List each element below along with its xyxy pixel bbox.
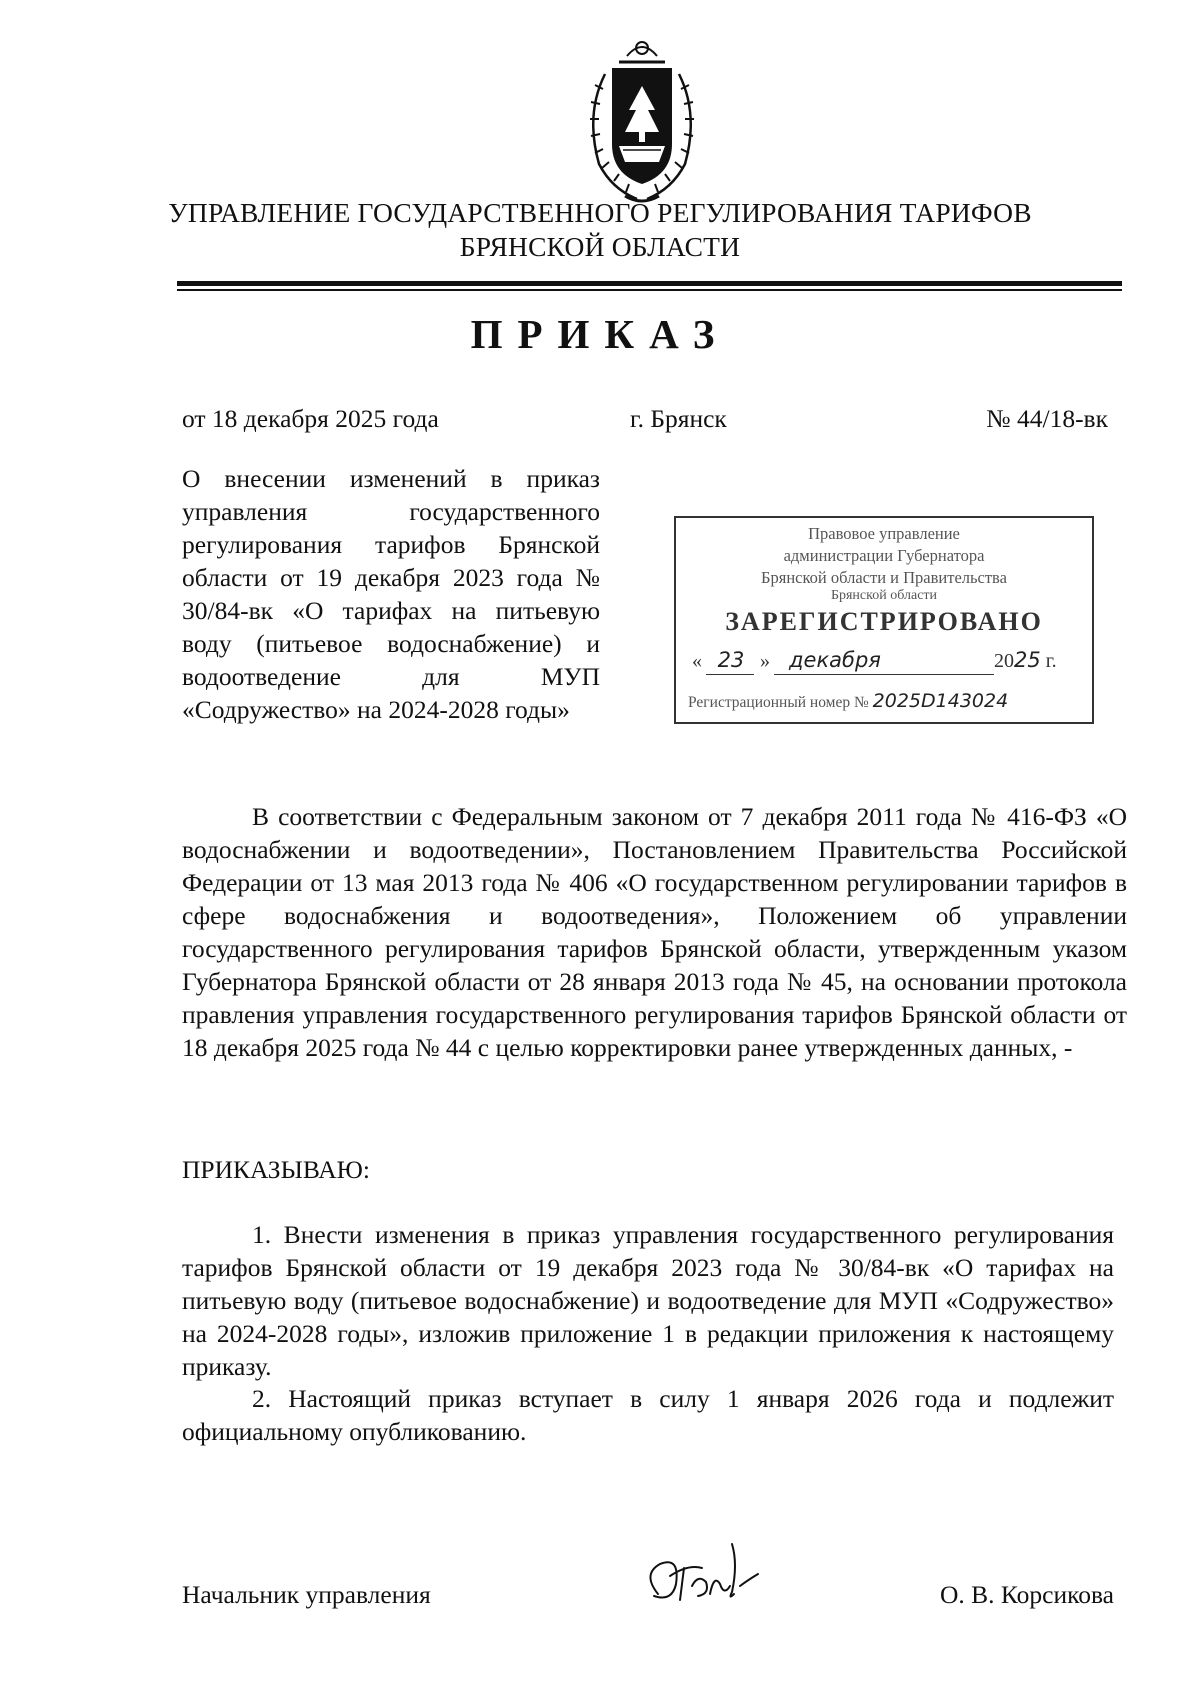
- document-city: г. Брянск: [630, 404, 727, 433]
- stamp-date: « 23 » декабря 2025 г.: [692, 648, 1057, 672]
- order-item-2: 2. Настоящий приказ вступает в силу 1 января 2026 года и подлежит официальному опубликованию.: [182, 1384, 1114, 1446]
- header-divider-thin: [177, 289, 1122, 291]
- stamp-year-unit: г.: [1045, 650, 1057, 672]
- stamp-month-underline: [774, 674, 994, 675]
- preamble-paragraph: В соответствии с Федеральным законом от 7 декабря 2011 года № 416-ФЗ «О водоснабжении и водоотведении», Постановлением Правительства Российской Федерации от 13 мая 2013 года № 406 «О государственном регулировании тарифов в сфере водоснабжения и водоотведения», Положением об управлении государственного регулирования тарифов Брянской области, утвержденным указом Губернатора Брянской области от 28 января 2013 года № 45, на основании протокола правления управления государственного регулирования тарифов Брянской области от 18 декабря 2025 года № 44 с целью корректировки ранее утвержденных данных, -: [182, 802, 1127, 1062]
- header-divider-thick: [177, 281, 1122, 286]
- document-title: ПРИКАЗ: [470, 311, 730, 357]
- stamp-day-underline: [706, 674, 754, 675]
- document-date: от 18 декабря 2025 года: [182, 404, 439, 433]
- document-number: № 44/18-вк: [986, 404, 1108, 433]
- organization-name-line2: БРЯНСКОЙ ОБЛАСТИ: [459, 231, 741, 262]
- signatory-position: Начальник управления: [182, 1580, 431, 1609]
- stamp-year-suffix: 25: [1014, 648, 1041, 672]
- stamp-registered-label: ЗАРЕГИСТРИРОВАНО: [725, 607, 1043, 636]
- signatory-name: О. В. Корсикова: [940, 1580, 1114, 1609]
- stamp-line-1: Правовое управление: [808, 524, 960, 543]
- stamp-month: декабря: [789, 648, 881, 672]
- stamp-line-2: администрации Губернатора: [783, 546, 985, 565]
- document-subject: О внесении изменений в приказ управления государственного регулирования тарифов Брянской области от 19 декабря 2023 года № 30/84-вк «О тарифах на питьевую воду (питьевое водоснабжение) и водоотведение для МУП «Содружество» на 2024-2028 годы»: [182, 464, 600, 724]
- stamp-day: 23: [717, 648, 745, 672]
- stamp-line-3: Брянской области и Правительства: [761, 568, 1007, 587]
- organization-name-line1: УПРАВЛЕНИЕ ГОСУДАРСТВЕННОГО РЕГУЛИРОВАНИЯ ТАРИФОВ: [168, 197, 1032, 228]
- stamp-line-4: Брянской области: [830, 588, 938, 603]
- order-word: ПРИКАЗЫВАЮ:: [182, 1155, 370, 1184]
- stamp-year-prefix: 20: [994, 650, 1014, 672]
- stamp-registration: [688, 690, 1008, 712]
- registration-stamp: [674, 516, 1094, 724]
- organization-name: [0, 196, 1200, 264]
- stamp-reg-number: 2025D143024: [872, 690, 1009, 712]
- handwritten-signature: [640, 1534, 800, 1614]
- coat-of-arms-emblem: [567, 34, 717, 209]
- order-item-1: 1. Внести изменения в приказ управления государственного регулирования тарифов Брянской области от 19 декабря 2023 года № 30/84-вк «О тарифах на питьевую воду (питьевое водоснабжение) и водоотведение для МУП «Содружество» на 2024-2028 годы», изложив приложение 1 в редакции приложения к настоящему приказу.: [182, 1220, 1114, 1381]
- stamp-reg-label: Регистрационный номер №: [688, 694, 869, 711]
